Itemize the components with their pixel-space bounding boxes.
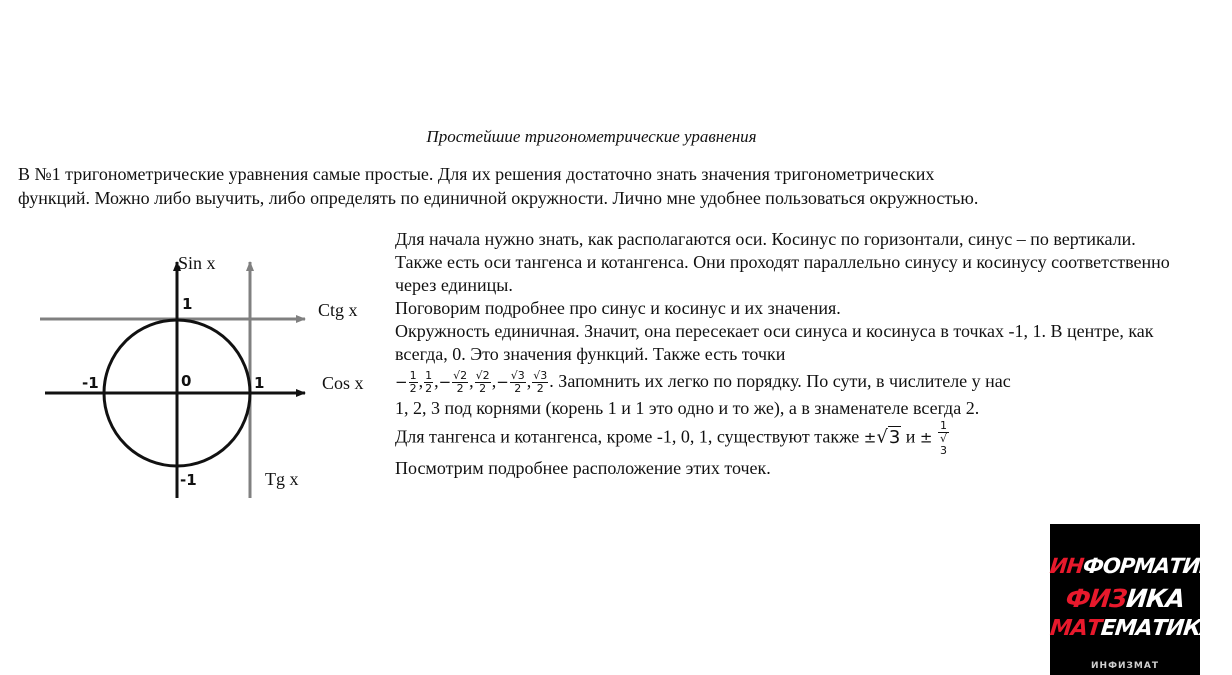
minus-sign: − [496, 373, 509, 391]
logo-white-part: ЕМАТИКА [1099, 616, 1218, 641]
logo-line-matematika [1048, 616, 1218, 641]
numerator: 1 [425, 369, 433, 383]
infizmat-logo [1048, 524, 1232, 675]
logo-line-informatika [1048, 554, 1232, 578]
numerator: √2 [453, 369, 468, 383]
paragraph-unit-circle: Окружность единичная. Значит, она пересекает оси синуса и косинуса в точках -1, 1. В центре, как всегда, 0. Это значения функций. Также есть точки [395, 321, 1154, 364]
denominator: 2 [514, 382, 522, 396]
denominator: 2 [456, 382, 464, 396]
and-word: и [905, 426, 916, 447]
intro-paragraph [18, 162, 1168, 210]
numerator: √2 [475, 369, 490, 383]
fraction-1-root3 [938, 420, 949, 457]
logo-white-part: ФОРМАТИКА [1081, 554, 1232, 578]
sin-value-top: 1 [182, 295, 193, 313]
page-title: Простейшие тригонометрические уравнения [426, 127, 757, 146]
radicand: 3 [888, 426, 901, 448]
paragraph-next: Посмотрим подробнее расположение этих точек. [395, 458, 771, 478]
denominator: 2 [409, 382, 417, 396]
fraction-root2-2 [475, 370, 491, 395]
comma: , [491, 371, 497, 391]
cos-axis-label: Cos x [322, 373, 364, 393]
plus-minus-sign: ± [863, 428, 877, 447]
comma: , [469, 371, 474, 391]
fraction-1-2 [409, 370, 418, 395]
logo-red-part: МАТ [1048, 616, 1103, 641]
denominator: 2 [536, 382, 544, 396]
unit-circle-diagram [30, 240, 375, 505]
denominator [938, 433, 949, 457]
numerator: 1 [938, 420, 949, 433]
explanation-text [395, 228, 1170, 480]
tg-axis-label: Tg x [265, 469, 299, 489]
numerator: 1 [409, 369, 417, 383]
intro-line-1: В №1 тригонометрические уравнения самые простые. Для их решения достаточно знать значения тригонометрических [18, 164, 935, 184]
cos-value-left: -1 [82, 374, 99, 392]
fraction-root2-2 [452, 370, 468, 395]
paragraph-tangent: Для тангенса и котангенса, кроме -1, 0, 1, существуют также [395, 426, 860, 447]
sqrt-3 [876, 426, 901, 448]
sqrt-sign: √ [876, 426, 888, 448]
denominator: 2 [425, 382, 433, 396]
fraction-root3-2 [510, 370, 526, 395]
logo-footer: ИНФИЗМАТ [1091, 661, 1159, 671]
logo-white-part: ИКА [1124, 584, 1186, 613]
paragraph-sin-cos: Поговорим подробнее про синус и косинус и их значения. [395, 298, 841, 318]
minus-sign: − [395, 373, 408, 391]
comma: , [526, 371, 532, 391]
intro-line-2: функций. Можно либо выучить, либо определять по единичной окружности. Лично мне удобнее пользоваться окружностью. [18, 188, 979, 208]
paragraph-remember: Запомнить их легко по порядку. По сути, в числителе у нас [558, 371, 1011, 391]
sin-value-bottom: -1 [180, 471, 197, 489]
paragraph-numerators: 1, 2, 3 под корнями (корень 1 и 1 это одно и то же), а в знаменателе всегда 2. [395, 398, 980, 418]
sin-axis-label: Sin x [178, 253, 216, 273]
cos-value-right: 1 [254, 374, 265, 392]
tangent-values-line [395, 420, 1170, 457]
logo-line-fizika [1048, 584, 1201, 613]
radicand: 3 [940, 444, 947, 457]
logo-red-part: ФИЗ [1064, 584, 1128, 613]
fraction-1-2 [424, 370, 433, 395]
fraction-root3-2 [532, 370, 548, 395]
ctg-axis-label: Ctg x [318, 300, 358, 320]
fraction-values-line: − $\frac{1}{2}$ , $\frac{1}{2}$ ,− $\frac{√2}{2}$ , $\frac{√2}{2}$ ,− $\frac{√3}{2}$ , $\frac{√3}{2}$ . Запомнить их легко по порядку. По сути, в числителе у нас [395, 369, 1011, 396]
numerator: √3 [510, 369, 525, 383]
numerator: √3 [533, 369, 548, 383]
comma: , [434, 371, 439, 391]
logo-red-part: ИН [1048, 554, 1085, 578]
sqrt-sign: √ [940, 432, 948, 445]
comma: , [418, 371, 424, 391]
paragraph-axes: Для начала нужно знать, как располагаются оси. Косинус по горизонтали, синус – по вертикали. Также есть оси тангенса и котангенса. Они проходят параллельно синусу и косинусу соответственно через единицы. [395, 229, 1170, 295]
minus-sign: − [438, 373, 452, 391]
denominator: 2 [479, 382, 487, 396]
center-value: 0 [181, 372, 192, 390]
plus-minus-sign: ± [919, 428, 933, 447]
